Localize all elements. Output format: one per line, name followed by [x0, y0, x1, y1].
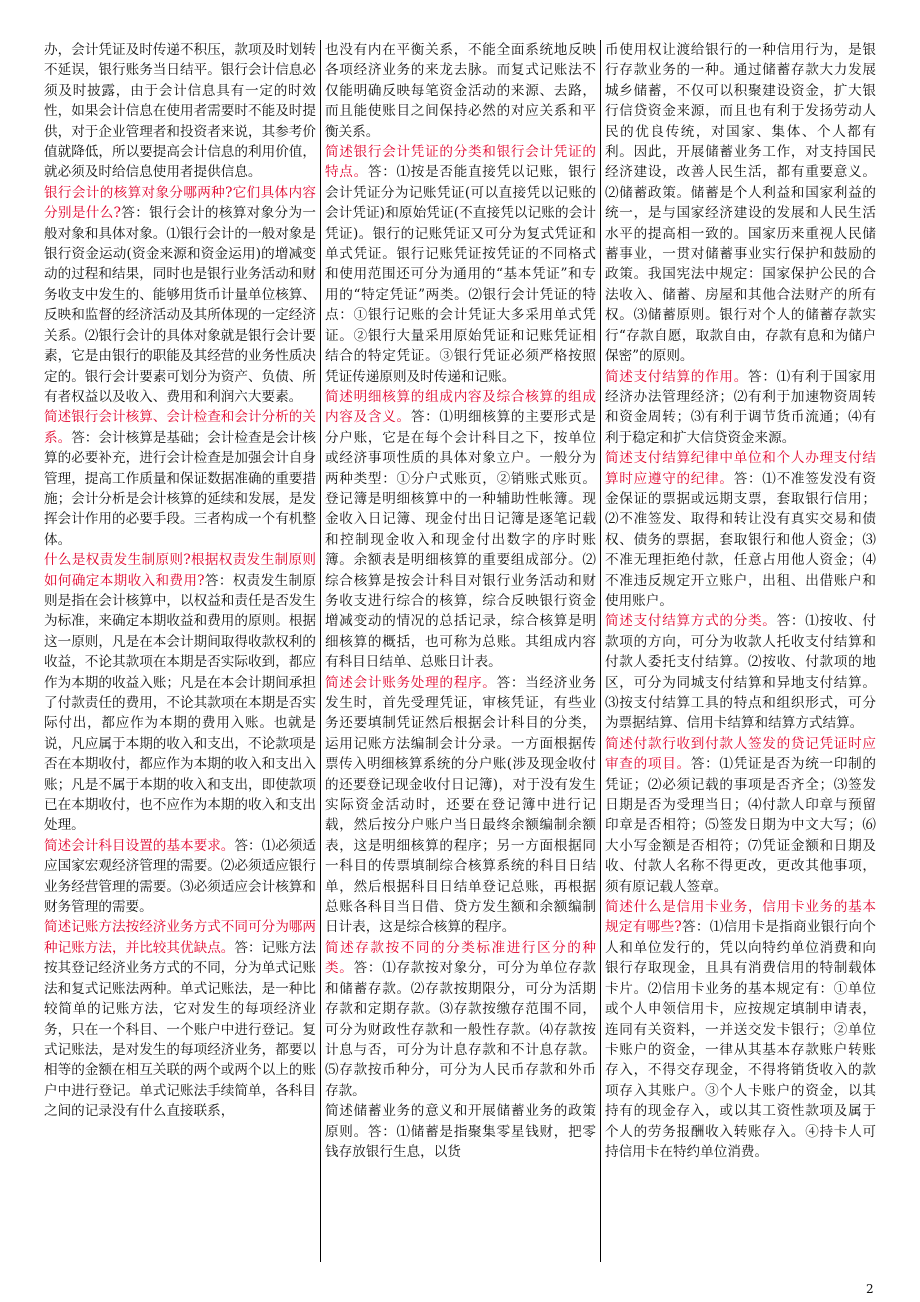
text-column-2 [320, 40, 600, 1262]
answer-text: 答：权责发生制原则是指在会计核算中，以权益和责任是否发生为标准，来确定本期收益和费用的原则。根据这一原则，凡是在本会计期间取得收款权利的收益，不论其款项在本期是否实际收到，都应作为本期的收益入账；凡是在本会计期间承担了付款责任的费用，不论其款项在本期是否实际付出，都应作为本期的费用入账。也就是说，凡应属于本期的收入和支出，不论款项是否在本期收付，都应作为本期的收入和支出入账；凡是不属于本期的收入和支出，即使款项已在本期收付，也不应作为本期的收入和支出处理。 [44, 572, 317, 834]
answer-text: 答：⑴明细核算的主要形式是分户账，它是在每个会计科目之下，按单位或经济事项性质的具体对象立户。一般分为两种类型：①分户式账页，②销账式账页。登记簿是明细核算中的一种辅助性帐簿。现金收入日记簿、现金付出日记簿是逐笔记载和控制现金收入和现金付出数字的序时账簿。余额表是明细核算的重要组成部分。⑵综合核算是按会计科目对银行业务活动和财务收支进行综合的核算，综合反映银行资金增减变动的情况的总括记录，综合核算是明细核算的概括，也可称为总账。其组成内容有科目日结单、总账日计表。 [325, 409, 597, 671]
paragraph [605, 611, 876, 733]
answer-text: 答：当经济业务发生时，首先受理凭证，审核凭证，有些业务还要填制凭证然后根据会计科目的分类，运用记账方法编制会计分录。一方面根据传票传入明细核算系统的分户账(涉及现金收付的还要登记现金收付日记簿)，对于没有发生实际资金活动时，还要在登记簿中进行记载，然后按分户账户当日最终余额编制余额表，这是明细核算的程序；另一方面根据同一科目的传票填制综合核算系统的科目日结单，然后根据科目日结单登记总账，再根据总账各科目当日借、贷方发生额和余额编制日计表，这是综合核算的程序。 [325, 674, 597, 936]
answer-text: 答：⑴按收、付款项的方向，可分为收款人托收支付结算和付款人委托支付结算。⑵按收、付款项的地区，可分为同城支付结算和异地支付结算。⑶按支付结算工具的特点和组织形式，可分为票据结算、信用卡结算和结算方式结算。 [605, 613, 877, 732]
question-text: 简述银行会计凭证的分类和银行会计凭证的特点。 [325, 144, 596, 181]
page-number: 2 [866, 1282, 874, 1296]
question-text: 简述支付结算纪律中单位和个人办理支付结算时应遵守的纪律。 [605, 450, 876, 487]
answer-text: 答：⑴信用卡是指商业银行向个人和单位发行的，凭以向特约单位消费和向银行存取现金，且具有消费信用的特制载体卡片。⑵信用卡业务的基本规定有：①单位或个人申领信用卡，应按规定填制申请表，连同有关资料，一并送交发卡银行；②单位卡账户的资金，一律从其基本存款账户转账存入，不得交存现金，不得将销货收入的款项存入其账户。③个人卡账户的资金，以其持有的现金存入，或以其工资性款项及属于个人的劳务报酬收入转账存入。④持卡人可持信用卡在特约单位消费。 [605, 919, 876, 1160]
paragraph [605, 40, 876, 367]
answer-text: 币使用权让渡给银行的一种信用行为，是银行存款业务的一种。通过储蓄存款大力发展城乡储蓄，不仅可以积聚建设资金，扩大银行信贷资金来源，而且也有利于发扬劳动人民的优良传统，对国家、集体、个人都有利。因此，开展储蓄业务工作，对支持国民经济建设，改善人民生活，都有重要意义。⑵储蓄政策。储蓄是个人利益和国家利益的统一，是与国家经济建设的发展和人民生活水平的提高相一致的。国家历来重视人民储蓄事业，一贯对储蓄事业实行保护和鼓励的政策。我国宪法中规定：国家保护公民的合法收入、储蓄、房屋和其他合法财产的所有权。⑶储蓄原则。银行对个人的储蓄存款实行“存款自愿，取款自由，存款有息和为储户保密”的原则。 [605, 42, 876, 365]
answer-text: 答：⑴不准签发没有资金保证的票据或远期支票，套取银行信用；⑵不准签发、取得和转让没有真实交易和债权、债务的票据，套取银行和他人资金；⑶不准无理拒绝付款，任意占用他人资金；⑷不准违反规定开立账户，出租、出借账户和使用账户。 [605, 470, 876, 609]
paragraph [325, 673, 596, 938]
paragraph [325, 142, 596, 387]
paragraph [605, 897, 876, 1162]
question-text: 什么是权责发生制原则?根据权责发生制原则如何确定本期收入和费用? [44, 552, 316, 589]
question-text: 简述支付结算方式的分类。 [605, 613, 777, 630]
answer-text: 答：银行会计的核算对象分为一般对象和具体对象。⑴银行会计的一般对象是银行资金运动(资金来源和资金运用)的增减变动的过程和结果，同时也是银行业务活动和财务收支中发生的、能够用货币计量单位核算、反映和监督的经济活动及其所体现的一定经济关系。⑵银行会计的具体对象就是银行会计要素，它是由银行的职能及其经营的业务性质决定的。银行会计要素可划分为资产、负债、所有者权益以及收入、费用和利润六大要素。 [44, 205, 316, 405]
paragraph [44, 407, 316, 550]
answer-text: 答：⑴按是否能直接凭以记账，银行会计凭证分为记账凭证(可以直接凭以记账的会计凭证)和原始凭证(不直接凭以记账的会计凭证)。银行的记账凭证又可分为复式凭证和单式凭证。银行记账凭证按凭证的不同格式和使用范围还可分为通用的“基本凭证”和专用的“特定凭证”两类。⑵银行会计凭证的特点：①银行记账的会计凭证大多采用单式凭证。②银行大量采用原始凭证和记账凭证相结合的特定凭证。③银行凭证必须严格按照凭证传递原则及时传递和记账。 [325, 164, 597, 385]
question-text: 简述什么是信用卡业务，信用卡业务的基本规定有哪些? [605, 899, 876, 936]
paragraph [44, 183, 316, 407]
answer-text: 简述储蓄业务的意义和开展储蓄业务的政策原则。答：⑴储蓄是指聚集零星钱财，把零钱存放银行生息，以货 [325, 1103, 596, 1160]
question-text: 简述存款按不同的分类标准进行区分的种类。 [325, 939, 596, 977]
question-text: 简述支付结算的作用。 [605, 368, 749, 385]
document-page [40, 40, 890, 1262]
question-text: 银行会计的核算对象分哪两种?它们具体内容分别是什么? [44, 184, 316, 222]
paragraph [325, 40, 596, 142]
answer-text: 办，会计凭证及时传递不积压，款项及时划转不延误，银行账务当日结平。银行会计信息必须及时披露，由于会计信息具有一定的时效性，如果会计信息在使用者需要时不能及时提供，对于企业管理者和投资者来说，其参考价值就降低，所以要提高会计信息的利用价值，就必须及时给信息使用者提供信息。 [44, 42, 316, 181]
paragraph [44, 40, 316, 183]
answer-text: 答：会计核算是基础；会计检查是会计核算的必要补充，进行会计检查是加强会计自身管理，提高工作质量和保证数据准确的重要措施；会计分析是会计核算的延续和发展，是发挥会计作用的必要手段。三者构成一个有机整体。 [44, 429, 317, 548]
paragraph [44, 550, 316, 836]
question-text: 简述明细核算的组成内容及综合核算的组成内容及含义。 [325, 388, 596, 426]
text-column-1 [40, 40, 320, 1262]
question-text: 简述记账方法按经济业务方式不同可分为哪两种记账方法，并比较其优缺点。 [44, 919, 316, 956]
paragraph [325, 938, 596, 1101]
question-text: 简述会计账务处理的程序。 [325, 674, 497, 691]
paragraph [605, 734, 876, 897]
paragraph [44, 836, 316, 918]
paragraph [325, 1101, 596, 1162]
answer-text: 答：记账方法按其登记经济业务方式的不同，分为单式记账法和复式记账法两种。单式记账法，是一种比较简单的记账方法，它对发生的每项经济业务，只在一个科目、一个账户中进行登记。复式记账法，是对发生的每项经济业务，都要以相等的金额在相互关联的两个或两个以上的账户中进行登记。单式记账法手续简单，各科目之间的记录没有什么直接联系， [44, 939, 317, 1120]
answer-text: 答：⑴有利于国家用经济办法管理经济；⑵有利于加速物资周转和资金周转；⑶有利于调节货币流通；⑷有利于稳定和扩大信贷资金来源。 [605, 368, 877, 446]
paragraph [605, 367, 876, 449]
answer-text: 也没有内在平衡关系，不能全面系统地反映各项经济业务的来龙去脉。而复式记账法不仅能明确反映每笔资金活动的来源、去路，而且能使账目之间保持必然的对应关系和平衡关系。 [325, 42, 596, 140]
text-column-3 [600, 40, 880, 1262]
answer-text: 答：⑴必须适应国家宏观经济管理的需要。⑵必须适应银行业务经营管理的需要。⑶必须适应会计核算和财务管理的需要。 [44, 837, 317, 916]
answer-text: 答：⑴凭证是否为统一印制的凭证；⑵必须记载的事项是否齐全；⑶签发日期是否为受理当日；⑷付款人印章与预留印章是否相符；⑸签发日期为中文大写；⑹大小写金额是否相符；⑺凭证金额和日期及收、付款人名称不得更改，更改其他事项，须有原记载人签章。 [605, 756, 877, 895]
paragraph [44, 917, 316, 1121]
answer-text: 答：⑴存款按对象分，可分为单位存款和储蓄存款。⑵存款按期限分，可分为活期存款和定期存款。⑶存款按缴存范围不同，可分为财政性存款和一般性存款。⑷存款按计息与否，可分为计息存款和不计息存款。⑸存款按币种分，可分为人民币存款和外币存款。 [325, 960, 597, 1099]
paragraph [325, 387, 596, 673]
question-text: 简述银行会计核算、会计检查和会计分析的关系。 [44, 409, 316, 446]
paragraph [605, 448, 876, 611]
question-text: 简述会计科目设置的基本要求。 [44, 837, 235, 854]
question-text: 简述付款行收到付款人签发的贷记凭证时应审查的项目。 [605, 735, 876, 773]
